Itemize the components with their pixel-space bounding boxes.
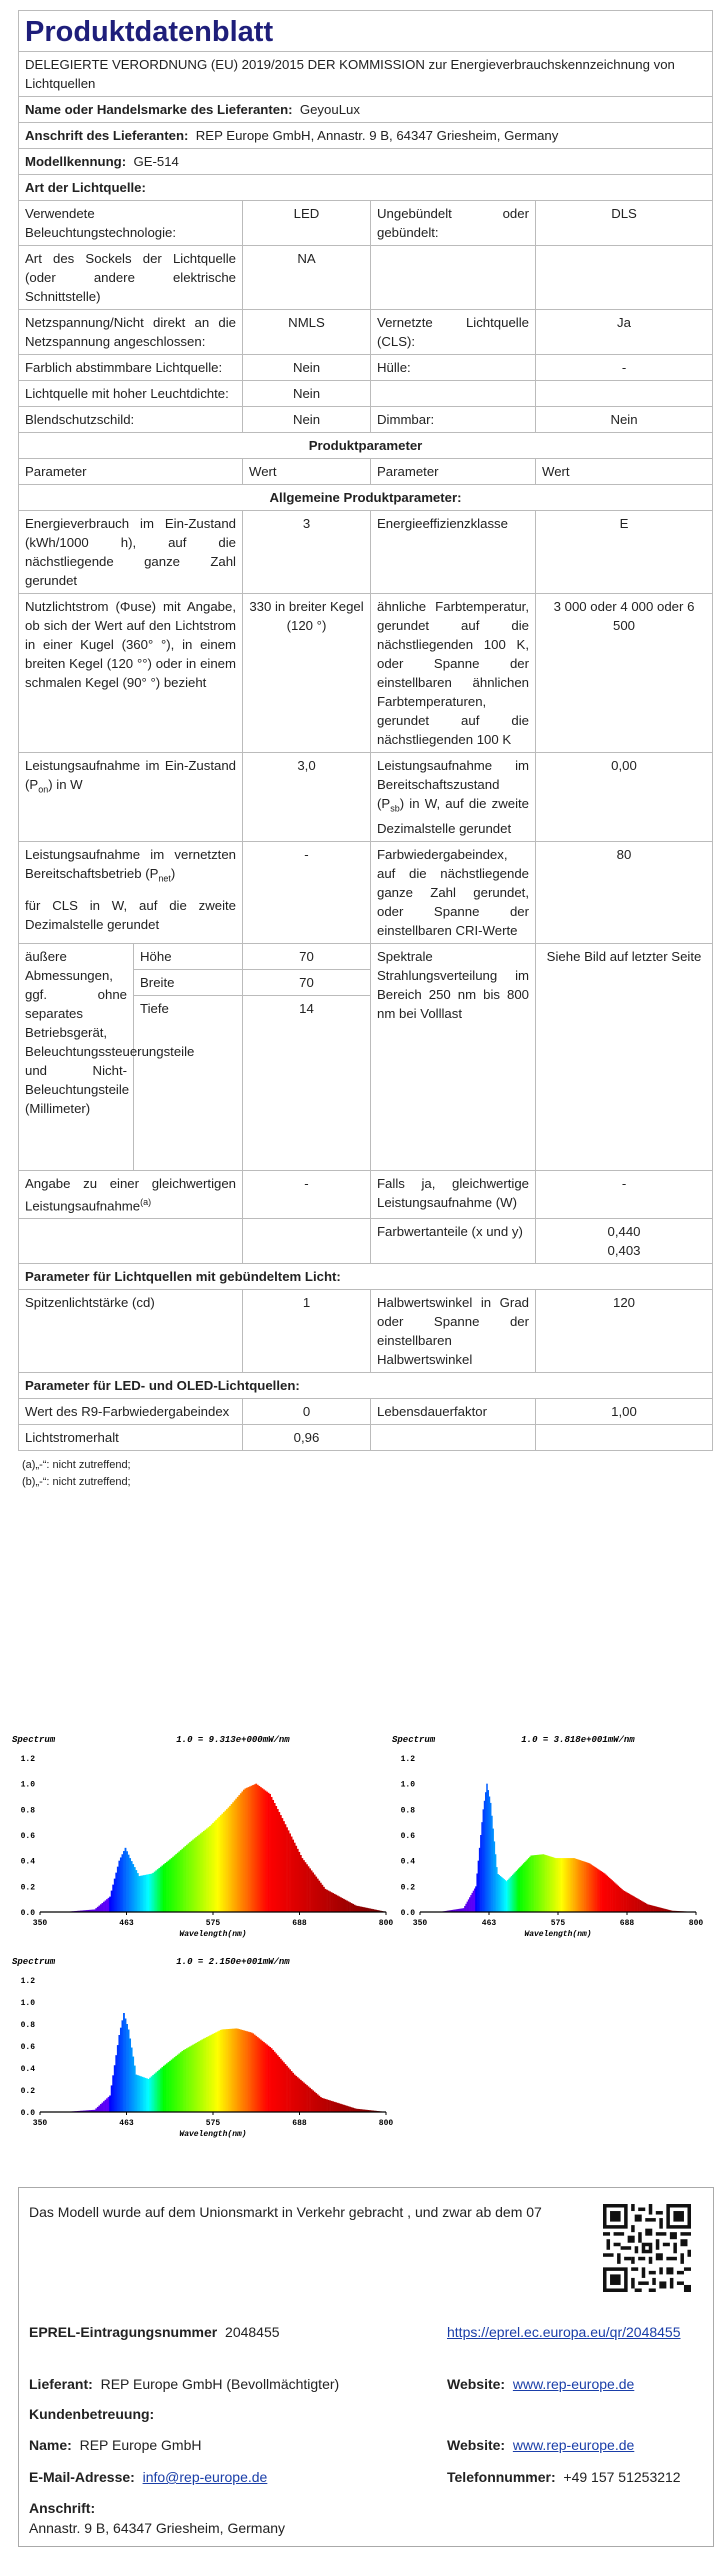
eprel-link[interactable]: https://eprel.ec.europa.eu/qr/2048455 [447,2324,681,2340]
equiv-row: Angabe zu einer gleichwertigen Leistungsaufnahme$^{(a)}$ - Falls ja, gleichwertige Leistungsaufnahme (W) - [19,1170,713,1218]
website-link-2[interactable]: www.rep-europe.de [512,2437,635,2453]
x-tick-label: 575 [550,1919,566,1928]
dims-row-2: Tiefe 14 [19,995,713,1170]
directional-row: Spitzenlichtstärke (cd) 1 Halbwertswinkel in Grad oder Spanne der einstellbaren Halbwertswinkel 120 [19,1290,713,1373]
name-website: Website: www.rep-europe.de [447,2437,635,2453]
lt-row-1: Art des Sockels der Lichtquelle (oder andere elektrische Schnittstelle) NA [19,246,713,310]
y-tick-label: 0.4 [20,1857,35,1867]
maint-row: Lichtstromerhalt 0,96 [19,1425,713,1451]
power-net-row: Leistungsaufnahme im vernetzten Bereitschaftsbetrieb $(P_{net})$ für CLS in W, auf die zweite Dezimalstelle gerundet - Farbwiedergabeindex, auf die nächstliegende ganze Zahl gerundet, oder Spanne der einstellbaren CRI-Werte 80 [19,841,713,943]
lt-row-2: Netzspannung/Nicht direkt an die Netzspannung angeschlossen: NMLS Vernetzte Lichtquelle (CLS): Ja [19,310,713,355]
anschrift-value: Annastr. 9 B, 64347 Griesheim, Germany [29,2520,286,2536]
email-row: E-Mail-Adresse: info@rep-europe.de [29,2469,268,2485]
led-header: Parameter für LED- und OLED-Lichtquellen: [19,1373,713,1399]
x-tick-label: 463 [119,1919,134,1928]
y-tick-label: 1.0 [20,1999,35,2008]
page-title: Produktdatenblatt [19,11,713,52]
x-tick-label: 463 [481,1919,497,1928]
dims-row-1: Breite 70 [19,969,713,995]
x-tick-label: 350 [412,1919,428,1928]
x-tick-label: 688 [292,1919,307,1928]
y-tick-label: 0.2 [20,1883,35,1893]
y-tick-label: 1.2 [20,1755,35,1764]
energy-row: Energieverbrauch im Ein-Zustand (kWh/1000 h), auf die nächstliegende ganze Zahl gerundet 3 Energieeffizienzklasse E [19,511,713,594]
x-tick-label: 688 [292,2119,307,2128]
general-params-header: Allgemeine Produktparameter: [19,485,713,511]
datasheet-table [18,10,713,1451]
y-tick-label: 1.0 [20,1780,35,1790]
spectrum-scale-info: 1.0 = 2.150e+001mW/nm [176,1957,290,1967]
market-text: Das Modell wurde auf dem Unionsmarkt in Verkehr gebracht , und zwar ab dem 07 [29,2204,542,2220]
chroma-row: Farbwertanteile (x und y) 0,440 0,403 [19,1219,713,1264]
lt-row-0: Verwendete Beleuchtungstechnologie: LED Ungebündelt oder gebündelt: DLS [19,201,713,246]
y-tick-label: 0.0 [400,1909,415,1918]
datasheet [18,10,712,1491]
x-tick-label: 575 [205,1919,221,1928]
spectrum-xlabel: Wavelength(nm) [179,1930,247,1939]
x-tick-label: 350 [32,1919,48,1928]
x-tick-label: 575 [205,2119,221,2128]
y-tick-label: 0.2 [20,2087,35,2096]
dims-label: äußere Abmessungen, ggf. ohne separates Betriebsgerät, Beleuchtungssteuerungsteile und Nicht-Beleuchtungsteile (Millimeter) [19,943,134,1170]
footnote-b: (b)„-“: nicht zutreffend; [22,1476,131,1489]
qr-code-icon[interactable] [603,2204,691,2292]
x-tick-label: 800 [688,1919,704,1928]
x-tick-label: 463 [119,2119,134,2128]
y-tick-label: 0.4 [20,2065,35,2074]
eprel-row: EPREL-Eintragungsnummer 2048455 [29,2324,280,2340]
power-on-row: Leistungsaufnahme im Ein-Zustand $(P_{on})$ in W 3,0 Leistungsaufnahme im Bereitschaftszustand $(P_{sb})$ in W, auf die zweite Dezimalstelle gerundet 0,00 [19,753,713,842]
kundenbetreuung-label: Kundenbetreuung: [29,2406,155,2422]
lieferant-website: Website: www.rep-europe.de [447,2376,635,2392]
y-tick-label: 1.0 [400,1780,415,1790]
address-row: Anschrift des Lieferanten: REP Europe GmbH, Annastr. 9 B, 64347 Griesheim, Germany [19,123,713,149]
spectrum-xlabel: Wavelength(nm) [179,2130,247,2139]
column-header-row: Parameter Wert Parameter Wert [19,459,713,485]
y-tick-label: 1.2 [400,1755,415,1764]
y-tick-label: 0.6 [400,1832,415,1841]
y-tick-label: 0.6 [20,1832,35,1841]
name-row: Name: REP Europe GmbH [29,2437,202,2453]
y-tick-label: 1.2 [20,1977,35,1986]
directional-header: Parameter für Lichtquellen mit gebündeltem Licht: [19,1264,713,1290]
website-link[interactable]: www.rep-europe.de [512,2376,635,2392]
product-params-header: Produktparameter [19,433,713,459]
light-type-header: Art der Lichtquelle: [19,175,713,201]
x-tick-label: 350 [32,2119,48,2128]
lt-row-5: Blendschutzschild: Nein Dimmbar: Nein [19,407,713,433]
y-tick-label: 0.0 [20,1909,35,1918]
spectrum-scale-info: 1.0 = 9.313e+000mW/nm [176,1735,290,1745]
y-tick-label: 0.8 [20,1806,35,1816]
phone-row: Telefonnummer: +49 157 51253212 [447,2469,681,2485]
supplier-row: Name oder Handelsmarke des Lieferanten: GeyouLux [19,97,713,123]
y-tick-label: 0.4 [400,1857,415,1867]
dims-row-0: äußere Abmessungen, ggf. ohne separates Betriebsgerät, Beleuchtungssteuerungsteile und Nicht-Beleuchtungsteile (Millimeter) Höhe 70 Spektrale Strahlungsverteilung im Bereich 250 nm bis 800 nm bei Volllast Siehe Bild auf letzter Seite [19,943,713,969]
email-link[interactable]: info@rep-europe.de [142,2469,268,2485]
regulation-text: DELEGIERTE VERORDNUNG (EU) 2019/2015 DER KOMMISSION zur Energieverbrauchskennzeichnung von Lichtquellen [19,52,713,97]
lt-row-3: Farblich abstimmbare Lichtquelle: Nein Hülle: - [19,355,713,381]
spectrum-ylabel: Spectrum [12,1957,56,1967]
lieferant-row: Lieferant: REP Europe GmbH (Bevollmächtigter) [29,2376,340,2392]
y-tick-label: 0.0 [20,2109,35,2118]
spectrum-chart-2 [10,1950,400,2150]
spectra-area [10,1728,710,2148]
y-tick-label: 0.8 [400,1806,415,1816]
y-tick-label: 0.6 [20,2043,35,2052]
lt-row-4: Lichtquelle mit hoher Leuchtdichte: Nein [19,381,713,407]
x-tick-label: 800 [378,1919,394,1928]
x-tick-label: 800 [378,2119,394,2128]
y-tick-label: 0.2 [400,1883,415,1893]
spectrum-chart-0 [10,1728,400,1950]
model-row: Modellkennung: GE-514 [19,149,713,175]
r9-row: Wert des R9-Farbwiedergabeindex 0 Lebensdauerfaktor 1,00 [19,1399,713,1425]
spectrum-scale-info: 1.0 = 3.818e+001mW/nm [521,1735,635,1745]
spectrum-xlabel: Wavelength(nm) [524,1930,592,1939]
spectrum-ylabel: Spectrum [12,1735,56,1745]
anschrift-label: Anschrift: [29,2500,96,2516]
flux-row: Nutzlichtstrom (Φuse) mit Angabe, ob sich der Wert auf den Lichtstrom in einer Kugel (360° °), in einem breiten Kegel (120 °°) oder in einem schmalen Kegel (90° °) bezieht 330 in breiter Kegel (120 °) ähnliche Farbtemperatur, gerundet auf die nächstliegenden 100 K, oder Spanne der einstellbaren ähnlichen Farbtemperaturen, gerundet auf die nächstliegenden 100 K 3 000 oder 4 000 oder 6 500 [19,594,713,753]
footnote-a: (a)„-“: nicht zutreffend; [22,1459,131,1472]
y-tick-label: 0.8 [20,2021,35,2030]
spectrum-ylabel: Spectrum [392,1735,436,1745]
x-tick-label: 688 [619,1919,635,1928]
spectrum-chart-1 [390,1728,710,1950]
eprel-info-box [18,2187,714,2547]
